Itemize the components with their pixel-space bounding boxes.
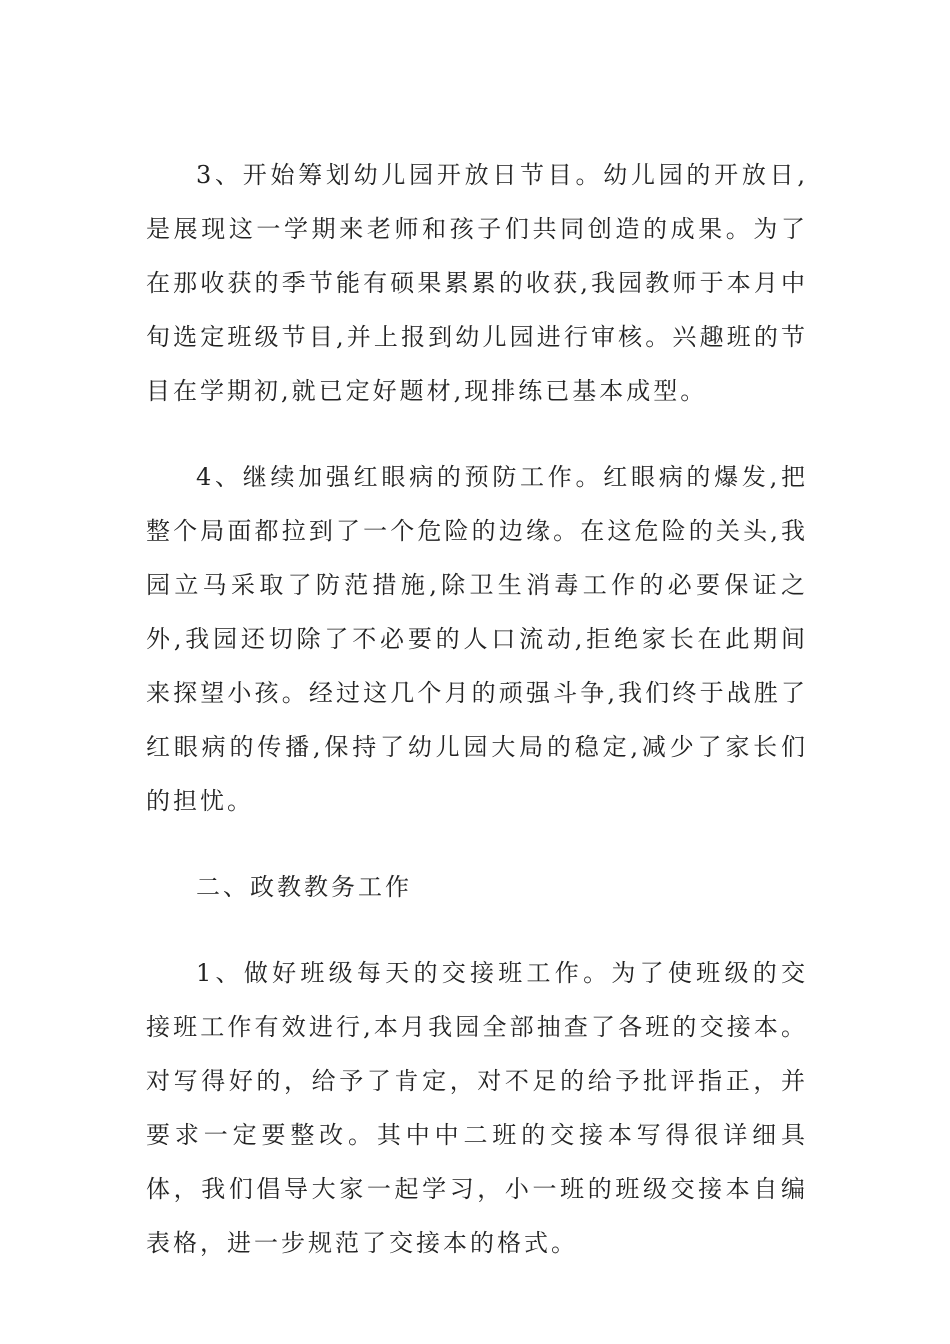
paragraph-open-day: 3、开始筹划幼儿园开放日节目。幼儿园的开放日,是展现这一学期来老师和孩子们共同创造的成果。为了在那收获的季节能有硕果累累的收获,我园教师于本月中旬选定班级节目,并上报到幼儿园进行审核。兴趣班的节目在学期初,就已定好题材,现排练已基本成型。 [146, 161, 808, 405]
section-heading: 二、政教教务工作 [196, 873, 412, 901]
paragraph-handover: 1、做好班级每天的交接班工作。为了使班级的交接班工作有效进行,本月我园全部抽查了各班的交接本。对写得好的，给予了肯定，对不足的给予批评指正，并要求一定要整改。其中中二班的交接本写得很详细具体，我们倡导大家一起学习，小一班的班级交接本自编表格，进一步规范了交接本的格式。 [146, 959, 808, 1257]
paragraph-pinkeye-prevention: 4、继续加强红眼病的预防工作。红眼病的爆发,把整个局面都拉到了一个危险的边缘。在这危险的关头,我园立马采取了防范措施,除卫生消毒工作的必要保证之外,我园还切除了不必要的人口流动,拒绝家长在此期间来探望小孩。经过这几个月的顽强斗争,我们终于战胜了红眼病的传播,保持了幼儿园大局的稳定,减少了家长们的担忧。 [146, 463, 808, 815]
document-body [146, 148, 808, 1270]
